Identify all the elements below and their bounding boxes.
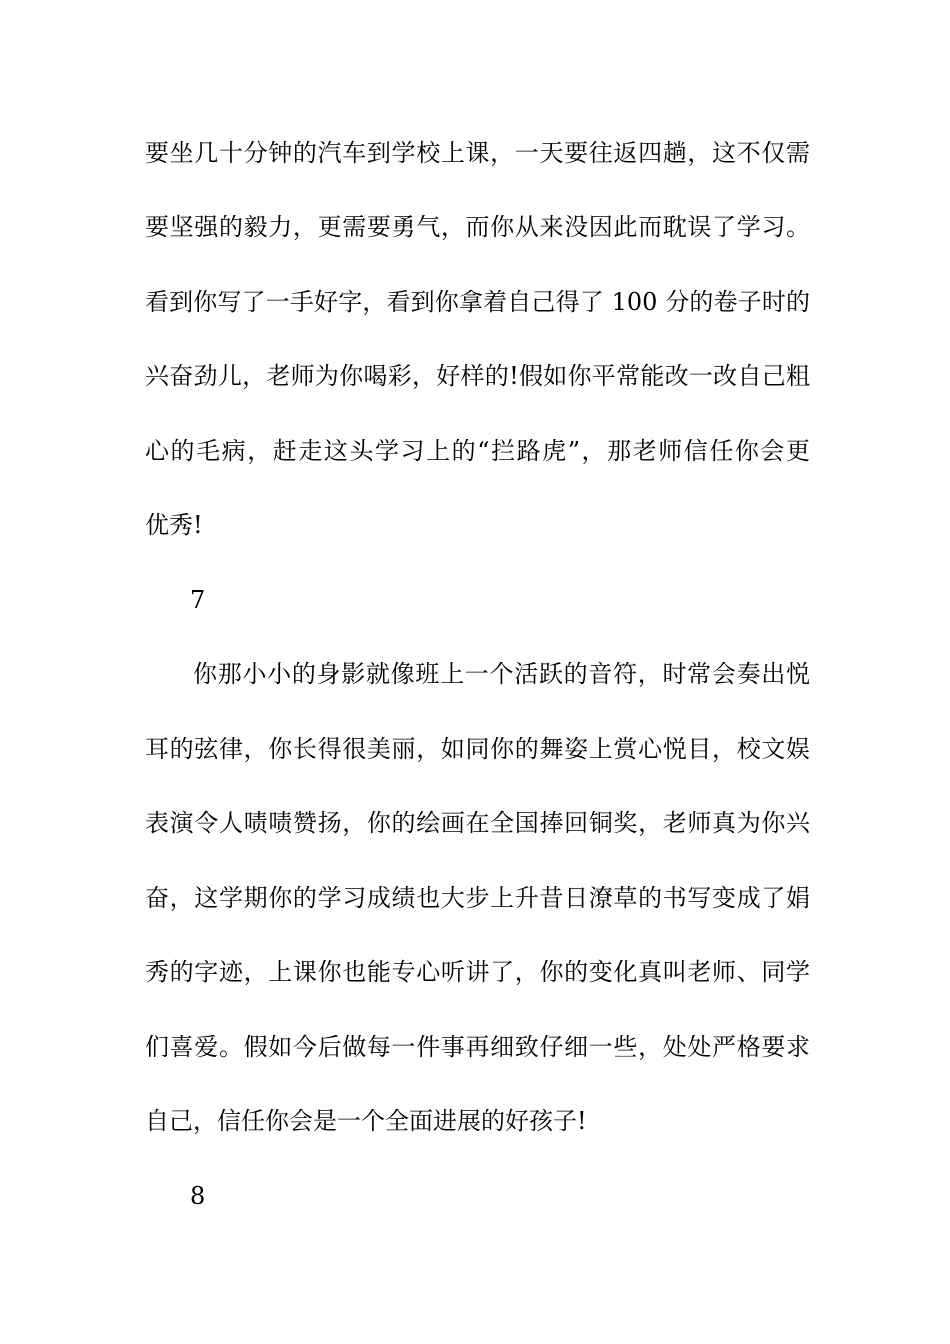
paragraph-line: 表演令人啧啧赞扬，你的绘画在全国捧回铜奖，老师真为你兴 — [145, 809, 810, 837]
paragraph-line: 优秀! — [145, 511, 203, 539]
paragraph-line: 们喜爱。假如今后做每一件事再细致仔细一些，处处严格要求 — [145, 1033, 810, 1061]
paragraph-line: 自己，信任你会是一个全面进展的好孩子! — [145, 1107, 587, 1135]
paragraph-line: 心的毛病，赶走这头学习上的“拦路虎”，那老师信任你会更 — [145, 437, 810, 465]
paragraph-line: 奋，这学期你的学习成绩也大步上升昔日潦草的书写变成了娟 — [145, 884, 810, 912]
section-number: 8 — [190, 1182, 206, 1210]
paragraph-line: 耳的弦律，你长得很美丽，如同你的舞姿上赏心悦目，校文娱 — [145, 735, 810, 763]
paragraph-line: 秀的字迹，上课你也能专心听讲了，你的变化真叫老师、同学 — [145, 958, 810, 986]
paragraph-line: 要坐几十分钟的汽车到学校上课，一天要往返四趟，这不仅需 — [145, 139, 810, 167]
paragraph-line: 看到你写了一手好字，看到你拿着自己得了 100 分的卷子时的 — [145, 288, 810, 316]
section-number: 7 — [190, 586, 206, 614]
paragraph-line: 要坚强的毅力，更需要勇气，而你从来没因此而耽误了学习。 — [145, 213, 810, 241]
paragraph-line: 你那小小的身影就像班上一个活跃的音符，时常会奏出悦 — [193, 660, 810, 688]
paragraph-line: 兴奋劲儿，老师为你喝彩，好样的!假如你平常能改一改自己粗 — [145, 362, 810, 390]
